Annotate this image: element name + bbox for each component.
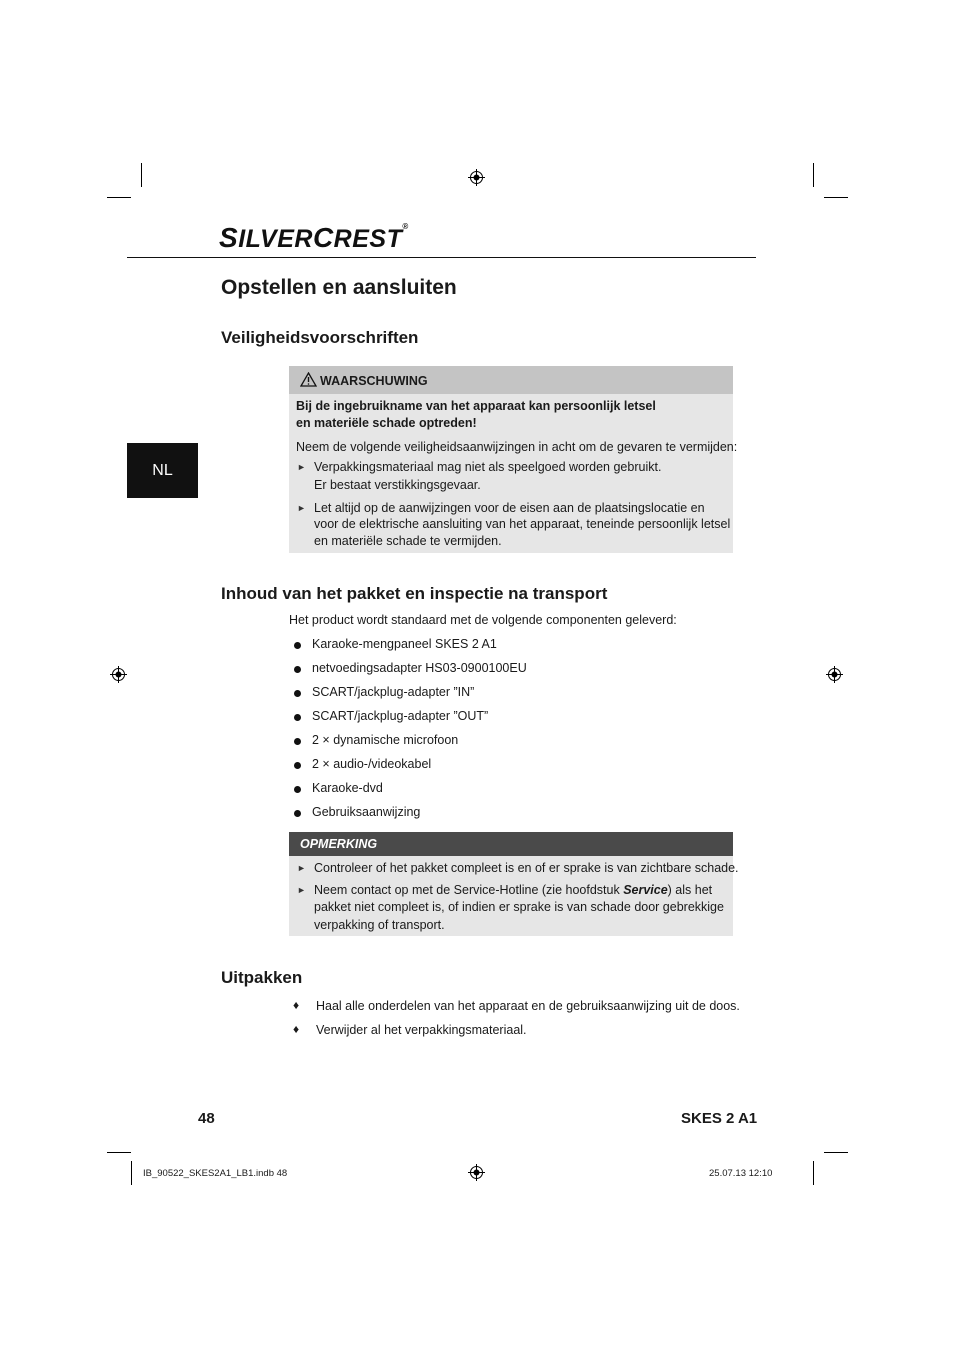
bullet-dot	[294, 738, 301, 745]
section-heading-unpacking: Uitpakken	[221, 968, 303, 987]
slug-date: 25.07.13 12:10	[709, 1168, 773, 1179]
list-item: Karaoke-dvd	[312, 781, 383, 795]
list-item: SCART/jackplug-adapter ”OUT”	[312, 709, 489, 723]
crop-mark	[813, 163, 814, 187]
warning-bold-line: Bij de ingebruikname van het apparaat kan persoonlijk letsel	[296, 399, 656, 413]
list-item: netvoedingsadapter HS03-0900100EU	[312, 661, 527, 675]
warning-item-text: Let altijd op de aanwijzingen voor de eisen aan de plaatsingslocatie en	[314, 501, 705, 515]
registration-mark-icon	[110, 666, 127, 683]
note-header	[289, 832, 733, 856]
bullet-dot	[294, 642, 301, 649]
bullet-dot	[294, 690, 301, 697]
warning-bold-line: en materiële schade optreden!	[296, 416, 477, 430]
warning-item-text: Er bestaat verstikkingsgevaar.	[314, 478, 481, 492]
note-label: OPMERKING	[300, 837, 378, 851]
step-text: Verwijder al het verpakkingsmateriaal.	[316, 1023, 527, 1037]
crop-mark	[824, 197, 848, 198]
diamond-bullet-icon: ♦	[293, 1022, 300, 1036]
list-item: 2 × audio-/videokabel	[312, 757, 432, 771]
list-item: 2 × dynamische microfoon	[312, 733, 459, 747]
arrow-right-icon: ►	[297, 503, 306, 513]
crop-mark	[813, 1161, 814, 1185]
diamond-bullet-icon: ♦	[293, 998, 300, 1012]
page-number: 48	[198, 1110, 215, 1127]
bullet-dot	[294, 714, 301, 721]
bullet-dot	[294, 762, 301, 769]
list-item: SCART/jackplug-adapter ”IN”	[312, 685, 475, 699]
warning-item-text: Verpakkingsmateriaal mag niet als speelgoed worden gebruikt.	[314, 460, 662, 474]
list-item: Karaoke-mengpaneel SKES 2 A1	[312, 637, 497, 651]
warning-intro: Neem de volgende veiligheidsaanwijzingen in acht om de gevaren te vermijden:	[296, 440, 738, 454]
warning-header	[289, 366, 733, 394]
bullet-dot	[294, 810, 301, 817]
registration-mark-icon	[468, 1164, 485, 1181]
note-text: verpakking of transport.	[314, 918, 445, 932]
crop-mark	[107, 1152, 131, 1153]
section-heading-contents: Inhoud van het pakket en inspectie na transport	[221, 584, 608, 603]
warning-item-text: en materiële schade te vermijden.	[314, 534, 502, 548]
page-title: Opstellen en aansluiten	[221, 276, 457, 299]
crop-mark	[141, 163, 142, 187]
note-text: Controleer of het pakket compleet is en of er sprake is van zichtbare schade.	[314, 861, 739, 875]
step-text: Haal alle onderdelen van het apparaat en de gebruiksaanwijzing uit de doos.	[316, 999, 740, 1013]
brand-logo: SILVERCREST®	[219, 222, 409, 253]
contents-intro: Het product wordt standaard met de volgende componenten geleverd:	[289, 613, 677, 627]
slug-file: IB_90522_SKES2A1_LB1.indb 48	[143, 1168, 288, 1179]
warning-label: WAARSCHUWING	[320, 374, 428, 388]
arrow-right-icon: ►	[297, 462, 306, 472]
crop-mark	[107, 197, 131, 198]
language-tab: NL	[127, 443, 198, 498]
registration-mark-icon	[826, 666, 843, 683]
warning-triangle-icon	[300, 372, 317, 387]
bullet-dot	[294, 666, 301, 673]
note-text: Neem contact op met de Service-Hotline (zie hoofdstuk Service) als het	[314, 883, 713, 897]
note-text: pakket niet compleet is, of indien er sprake is van schade door gebrekkige	[314, 900, 724, 914]
section-heading-safety: Veiligheidsvoorschriften	[221, 328, 419, 347]
list-item: Gebruiksaanwijzing	[312, 805, 421, 819]
arrow-right-icon: ►	[297, 885, 306, 895]
bullet-dot	[294, 786, 301, 793]
crop-mark	[824, 1152, 848, 1153]
registration-mark-icon	[468, 169, 485, 186]
crop-mark	[131, 1161, 132, 1185]
model-name: SKES 2 A1	[681, 1110, 758, 1127]
header-rule	[127, 257, 756, 258]
warning-item-text: voor de elektrische aansluiting van het apparaat, teneinde persoonlijk letsel	[314, 517, 731, 531]
arrow-right-icon: ►	[297, 863, 306, 873]
